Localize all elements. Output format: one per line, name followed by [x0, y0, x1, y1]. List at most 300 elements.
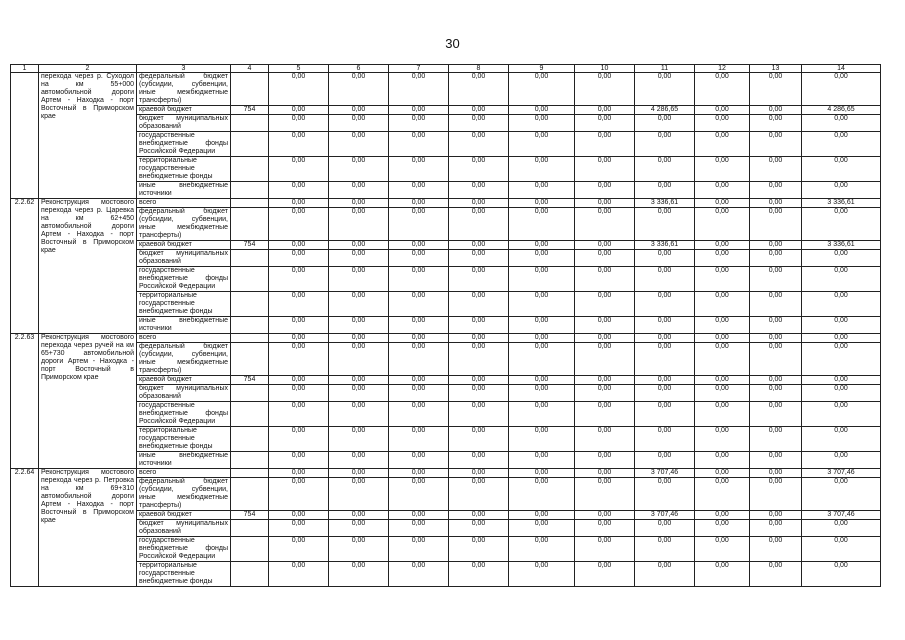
amount-cell: 0,00 [575, 452, 635, 469]
amount-cell: 0,00 [802, 537, 881, 562]
amount-cell: 0,00 [449, 478, 509, 511]
amount-cell: 0,00 [750, 343, 802, 376]
col-header: 5 [269, 65, 329, 73]
amount-cell: 0,00 [575, 317, 635, 334]
amount-cell: 0,00 [750, 106, 802, 115]
amount-cell: 0,00 [509, 267, 575, 292]
amount-cell: 0,00 [750, 182, 802, 199]
amount-cell: 0,00 [329, 199, 389, 208]
amount-cell: 0,00 [269, 106, 329, 115]
amount-cell: 0,00 [389, 385, 449, 402]
amount-cell: 0,00 [389, 376, 449, 385]
amount-cell: 0,00 [802, 182, 881, 199]
amount-cell: 0,00 [449, 182, 509, 199]
grbs-code: 754 [231, 376, 269, 385]
table-row [11, 106, 881, 115]
funding-source: бюджет муниципальных образований [137, 115, 231, 132]
table-row [11, 385, 881, 402]
amount-cell: 0,00 [635, 182, 695, 199]
amount-cell: 0,00 [750, 427, 802, 452]
table-row [11, 132, 881, 157]
amount-cell: 0,00 [575, 106, 635, 115]
amount-cell: 0,00 [269, 402, 329, 427]
amount-cell: 0,00 [750, 537, 802, 562]
amount-cell: 0,00 [575, 385, 635, 402]
amount-cell: 0,00 [509, 452, 575, 469]
amount-cell: 0,00 [269, 511, 329, 520]
amount-cell: 0,00 [750, 115, 802, 132]
amount-cell: 0,00 [750, 452, 802, 469]
table-row [11, 376, 881, 385]
grbs-code [231, 402, 269, 427]
amount-cell: 0,00 [449, 132, 509, 157]
funding-source: бюджет муниципальных образований [137, 385, 231, 402]
grbs-code [231, 520, 269, 537]
amount-cell: 0,00 [269, 376, 329, 385]
grbs-code [231, 132, 269, 157]
amount-cell: 0,00 [449, 157, 509, 182]
col-header: 3 [137, 65, 231, 73]
funding-source: федеральный бюджет (субсидии, субвенции, иные межбюджетные трансферты) [137, 343, 231, 376]
grbs-code [231, 334, 269, 343]
amount-cell: 0,00 [269, 317, 329, 334]
funding-source: иные внебюджетные источники [137, 182, 231, 199]
amount-cell: 0,00 [695, 385, 750, 402]
amount-cell: 0,00 [329, 402, 389, 427]
amount-cell: 0,00 [329, 115, 389, 132]
amount-cell: 0,00 [695, 106, 750, 115]
funding-source: государственные внебюджетные фонды Российской Федерации [137, 132, 231, 157]
amount-cell: 0,00 [635, 208, 695, 241]
amount-cell: 0,00 [802, 73, 881, 106]
funding-source: всего [137, 469, 231, 478]
amount-cell: 0,00 [449, 250, 509, 267]
table-row [11, 317, 881, 334]
amount-cell: 0,00 [635, 452, 695, 469]
grbs-code [231, 182, 269, 199]
funding-source: территориальные государственные внебюджетные фонды [137, 562, 231, 587]
amount-cell: 0,00 [449, 385, 509, 402]
amount-cell: 0,00 [695, 267, 750, 292]
amount-cell: 0,00 [750, 376, 802, 385]
amount-cell: 0,00 [329, 267, 389, 292]
amount-cell: 3 707,46 [802, 469, 881, 478]
amount-cell: 0,00 [750, 385, 802, 402]
amount-cell: 0,00 [509, 182, 575, 199]
amount-cell: 0,00 [389, 182, 449, 199]
amount-cell: 0,00 [389, 241, 449, 250]
amount-cell: 0,00 [750, 241, 802, 250]
amount-cell: 0,00 [329, 157, 389, 182]
item-code: 2.2.64 [11, 469, 39, 587]
amount-cell: 0,00 [449, 267, 509, 292]
amount-cell: 0,00 [269, 537, 329, 562]
item-code: 2.2.63 [11, 334, 39, 469]
amount-cell: 0,00 [509, 520, 575, 537]
amount-cell: 0,00 [802, 402, 881, 427]
amount-cell: 0,00 [695, 317, 750, 334]
grbs-code [231, 537, 269, 562]
amount-cell: 0,00 [802, 157, 881, 182]
table-row [11, 73, 881, 106]
amount-cell: 0,00 [389, 132, 449, 157]
amount-cell: 0,00 [635, 334, 695, 343]
amount-cell: 0,00 [695, 157, 750, 182]
amount-cell: 0,00 [695, 469, 750, 478]
amount-cell: 0,00 [449, 469, 509, 478]
amount-cell: 0,00 [575, 115, 635, 132]
amount-cell: 0,00 [269, 250, 329, 267]
amount-cell: 0,00 [329, 537, 389, 562]
amount-cell: 3 336,61 [802, 199, 881, 208]
amount-cell: 0,00 [695, 562, 750, 587]
table-row [11, 520, 881, 537]
amount-cell: 0,00 [329, 469, 389, 478]
grbs-code [231, 292, 269, 317]
amount-cell: 0,00 [329, 427, 389, 452]
item-description: Реконструкция мостового перехода через р. Царевка на км 62+450 автомобильной дороги Артем - Находка - порт Восточный в Приморском крае [39, 199, 137, 334]
funding-source: иные внебюджетные источники [137, 317, 231, 334]
amount-cell: 0,00 [389, 469, 449, 478]
amount-cell: 0,00 [802, 115, 881, 132]
amount-cell: 0,00 [389, 511, 449, 520]
amount-cell: 0,00 [449, 334, 509, 343]
amount-cell: 0,00 [635, 376, 695, 385]
funding-source: государственные внебюджетные фонды Российской Федерации [137, 537, 231, 562]
funding-source: иные внебюджетные источники [137, 452, 231, 469]
amount-cell: 0,00 [802, 452, 881, 469]
funding-source: краевой бюджет [137, 511, 231, 520]
table-row [11, 157, 881, 182]
grbs-code [231, 478, 269, 511]
amount-cell: 0,00 [449, 208, 509, 241]
amount-cell: 0,00 [269, 267, 329, 292]
amount-cell: 0,00 [750, 334, 802, 343]
amount-cell: 0,00 [802, 520, 881, 537]
table-row [11, 511, 881, 520]
amount-cell: 0,00 [389, 478, 449, 511]
amount-cell: 0,00 [802, 250, 881, 267]
amount-cell: 0,00 [695, 199, 750, 208]
table-row [11, 182, 881, 199]
amount-cell: 0,00 [269, 208, 329, 241]
funding-source: бюджет муниципальных образований [137, 250, 231, 267]
funding-source: федеральный бюджет (субсидии, субвенции, иные межбюджетные трансферты) [137, 478, 231, 511]
budget-table [10, 64, 881, 587]
amount-cell: 0,00 [750, 250, 802, 267]
amount-cell: 0,00 [695, 402, 750, 427]
amount-cell: 0,00 [750, 317, 802, 334]
amount-cell: 0,00 [695, 241, 750, 250]
grbs-code: 754 [231, 241, 269, 250]
amount-cell: 0,00 [750, 267, 802, 292]
amount-cell: 0,00 [575, 199, 635, 208]
amount-cell: 3 707,46 [635, 511, 695, 520]
funding-source: всего [137, 334, 231, 343]
funding-source: территориальные государственные внебюджетные фонды [137, 292, 231, 317]
col-header: 14 [802, 65, 881, 73]
amount-cell: 0,00 [449, 115, 509, 132]
table-row [11, 208, 881, 241]
amount-cell: 0,00 [449, 427, 509, 452]
amount-cell: 3 336,61 [802, 241, 881, 250]
amount-cell: 0,00 [329, 250, 389, 267]
amount-cell: 0,00 [509, 376, 575, 385]
item-description: перехода через р. Суходол на км 55+000 автомобильной дороги Артем - Находка - порт Восточный в Приморском крае [39, 73, 137, 199]
amount-cell: 0,00 [635, 385, 695, 402]
amount-cell: 0,00 [269, 199, 329, 208]
grbs-code [231, 199, 269, 208]
amount-cell: 0,00 [695, 427, 750, 452]
amount-cell: 0,00 [269, 469, 329, 478]
item-description: Реконструкция мостового перехода через ручей на км 65+730 автомобильной дороги Артем - Находка - порт Восточный в Приморском крае [39, 334, 137, 469]
amount-cell: 0,00 [695, 132, 750, 157]
grbs-code [231, 427, 269, 452]
amount-cell: 0,00 [329, 317, 389, 334]
amount-cell: 0,00 [695, 376, 750, 385]
amount-cell: 0,00 [635, 478, 695, 511]
table-row [11, 115, 881, 132]
grbs-code [231, 317, 269, 334]
amount-cell: 0,00 [509, 199, 575, 208]
amount-cell: 0,00 [695, 208, 750, 241]
amount-cell: 0,00 [269, 241, 329, 250]
col-header: 12 [695, 65, 750, 73]
col-header: 6 [329, 65, 389, 73]
amount-cell: 0,00 [389, 537, 449, 562]
amount-cell: 0,00 [750, 511, 802, 520]
amount-cell: 0,00 [269, 562, 329, 587]
grbs-code [231, 267, 269, 292]
amount-cell: 0,00 [449, 537, 509, 562]
amount-cell: 0,00 [509, 132, 575, 157]
amount-cell: 0,00 [389, 157, 449, 182]
funding-source: территориальные государственные внебюджетные фонды [137, 427, 231, 452]
amount-cell: 0,00 [389, 562, 449, 587]
amount-cell: 0,00 [509, 250, 575, 267]
amount-cell: 0,00 [802, 376, 881, 385]
amount-cell: 0,00 [449, 106, 509, 115]
amount-cell: 0,00 [329, 182, 389, 199]
amount-cell: 0,00 [329, 511, 389, 520]
amount-cell: 3 336,61 [635, 199, 695, 208]
grbs-code: 754 [231, 106, 269, 115]
table-row [11, 267, 881, 292]
table-row [11, 478, 881, 511]
grbs-code [231, 73, 269, 106]
item-code: 2.2.62 [11, 199, 39, 334]
amount-cell: 0,00 [269, 292, 329, 317]
amount-cell: 0,00 [449, 317, 509, 334]
amount-cell: 0,00 [269, 182, 329, 199]
amount-cell: 0,00 [329, 292, 389, 317]
amount-cell: 0,00 [750, 208, 802, 241]
amount-cell: 0,00 [389, 334, 449, 343]
amount-cell: 0,00 [449, 511, 509, 520]
amount-cell: 0,00 [635, 520, 695, 537]
amount-cell: 0,00 [509, 511, 575, 520]
amount-cell: 0,00 [449, 241, 509, 250]
funding-source: государственные внебюджетные фонды Российской Федерации [137, 267, 231, 292]
amount-cell: 0,00 [575, 334, 635, 343]
funding-source: территориальные государственные внебюджетные фонды [137, 157, 231, 182]
amount-cell: 0,00 [269, 385, 329, 402]
col-header: 2 [39, 65, 137, 73]
amount-cell: 0,00 [449, 343, 509, 376]
amount-cell: 0,00 [389, 317, 449, 334]
funding-source: краевой бюджет [137, 241, 231, 250]
amount-cell: 0,00 [269, 427, 329, 452]
amount-cell: 0,00 [389, 267, 449, 292]
amount-cell: 0,00 [449, 402, 509, 427]
col-header: 11 [635, 65, 695, 73]
amount-cell: 0,00 [389, 106, 449, 115]
amount-cell: 0,00 [329, 343, 389, 376]
item-code [11, 73, 39, 199]
table-row [11, 241, 881, 250]
amount-cell: 0,00 [750, 478, 802, 511]
amount-cell: 0,00 [329, 241, 389, 250]
funding-source: всего [137, 199, 231, 208]
col-header: 10 [575, 65, 635, 73]
amount-cell: 0,00 [635, 157, 695, 182]
grbs-code [231, 250, 269, 267]
table-row [11, 199, 881, 208]
amount-cell: 0,00 [575, 478, 635, 511]
amount-cell: 0,00 [695, 292, 750, 317]
table-row [11, 343, 881, 376]
amount-cell: 0,00 [575, 511, 635, 520]
amount-cell: 0,00 [329, 478, 389, 511]
amount-cell: 0,00 [695, 343, 750, 376]
amount-cell: 3 707,46 [802, 511, 881, 520]
funding-source: краевой бюджет [137, 376, 231, 385]
amount-cell: 0,00 [389, 208, 449, 241]
funding-source: федеральный бюджет (субсидии, субвенции, иные межбюджетные трансферты) [137, 73, 231, 106]
amount-cell: 0,00 [509, 73, 575, 106]
amount-cell: 0,00 [635, 402, 695, 427]
funding-source: государственные внебюджетные фонды Российской Федерации [137, 402, 231, 427]
amount-cell: 0,00 [695, 250, 750, 267]
table-row [11, 452, 881, 469]
table-row [11, 250, 881, 267]
amount-cell: 0,00 [269, 73, 329, 106]
amount-cell: 0,00 [575, 292, 635, 317]
amount-cell: 0,00 [750, 520, 802, 537]
amount-cell: 0,00 [802, 317, 881, 334]
amount-cell: 0,00 [750, 73, 802, 106]
amount-cell: 0,00 [269, 132, 329, 157]
amount-cell: 0,00 [389, 452, 449, 469]
amount-cell: 0,00 [269, 478, 329, 511]
page-number: 30 [445, 36, 460, 51]
amount-cell: 0,00 [750, 402, 802, 427]
amount-cell: 0,00 [509, 537, 575, 562]
amount-cell: 0,00 [575, 376, 635, 385]
funding-source: бюджет муниципальных образований [137, 520, 231, 537]
amount-cell: 0,00 [802, 343, 881, 376]
amount-cell: 0,00 [389, 250, 449, 267]
amount-cell: 0,00 [695, 334, 750, 343]
amount-cell: 4 286,65 [635, 106, 695, 115]
amount-cell: 0,00 [509, 292, 575, 317]
amount-cell: 0,00 [389, 115, 449, 132]
amount-cell: 0,00 [575, 520, 635, 537]
table-row [11, 292, 881, 317]
amount-cell: 0,00 [509, 562, 575, 587]
amount-cell: 0,00 [449, 376, 509, 385]
amount-cell: 0,00 [389, 427, 449, 452]
amount-cell: 0,00 [329, 452, 389, 469]
amount-cell: 0,00 [575, 182, 635, 199]
amount-cell: 0,00 [509, 115, 575, 132]
amount-cell: 0,00 [269, 115, 329, 132]
amount-cell: 0,00 [802, 562, 881, 587]
grbs-code [231, 343, 269, 376]
table-row [11, 334, 881, 343]
col-header: 8 [449, 65, 509, 73]
amount-cell: 0,00 [509, 427, 575, 452]
amount-cell: 0,00 [509, 478, 575, 511]
funding-source: краевой бюджет [137, 106, 231, 115]
amount-cell: 3 707,46 [635, 469, 695, 478]
amount-cell: 0,00 [329, 385, 389, 402]
amount-cell: 0,00 [329, 208, 389, 241]
amount-cell: 0,00 [269, 334, 329, 343]
amount-cell: 0,00 [509, 157, 575, 182]
amount-cell: 0,00 [389, 292, 449, 317]
amount-cell: 0,00 [695, 511, 750, 520]
amount-cell: 0,00 [509, 241, 575, 250]
amount-cell: 0,00 [575, 537, 635, 562]
amount-cell: 0,00 [802, 208, 881, 241]
amount-cell: 0,00 [509, 469, 575, 478]
grbs-code: 754 [231, 511, 269, 520]
header-row [11, 65, 881, 73]
amount-cell: 0,00 [575, 73, 635, 106]
amount-cell: 0,00 [509, 208, 575, 241]
amount-cell: 0,00 [635, 267, 695, 292]
amount-cell: 0,00 [449, 73, 509, 106]
amount-cell: 0,00 [269, 343, 329, 376]
amount-cell: 0,00 [575, 132, 635, 157]
amount-cell: 0,00 [575, 427, 635, 452]
amount-cell: 0,00 [269, 157, 329, 182]
funding-source: федеральный бюджет (субсидии, субвенции, иные межбюджетные трансферты) [137, 208, 231, 241]
amount-cell: 0,00 [575, 267, 635, 292]
amount-cell: 0,00 [635, 292, 695, 317]
amount-cell: 0,00 [509, 334, 575, 343]
amount-cell: 0,00 [635, 115, 695, 132]
amount-cell: 0,00 [750, 132, 802, 157]
amount-cell: 0,00 [635, 132, 695, 157]
amount-cell: 0,00 [389, 199, 449, 208]
amount-cell: 0,00 [635, 537, 695, 562]
amount-cell: 0,00 [750, 157, 802, 182]
amount-cell: 0,00 [509, 385, 575, 402]
amount-cell: 0,00 [329, 334, 389, 343]
amount-cell: 0,00 [695, 182, 750, 199]
grbs-code [231, 115, 269, 132]
amount-cell: 0,00 [802, 132, 881, 157]
amount-cell: 0,00 [695, 520, 750, 537]
amount-cell: 4 286,65 [802, 106, 881, 115]
amount-cell: 0,00 [750, 469, 802, 478]
amount-cell: 0,00 [509, 402, 575, 427]
amount-cell: 0,00 [575, 469, 635, 478]
table-row [11, 537, 881, 562]
grbs-code [231, 562, 269, 587]
